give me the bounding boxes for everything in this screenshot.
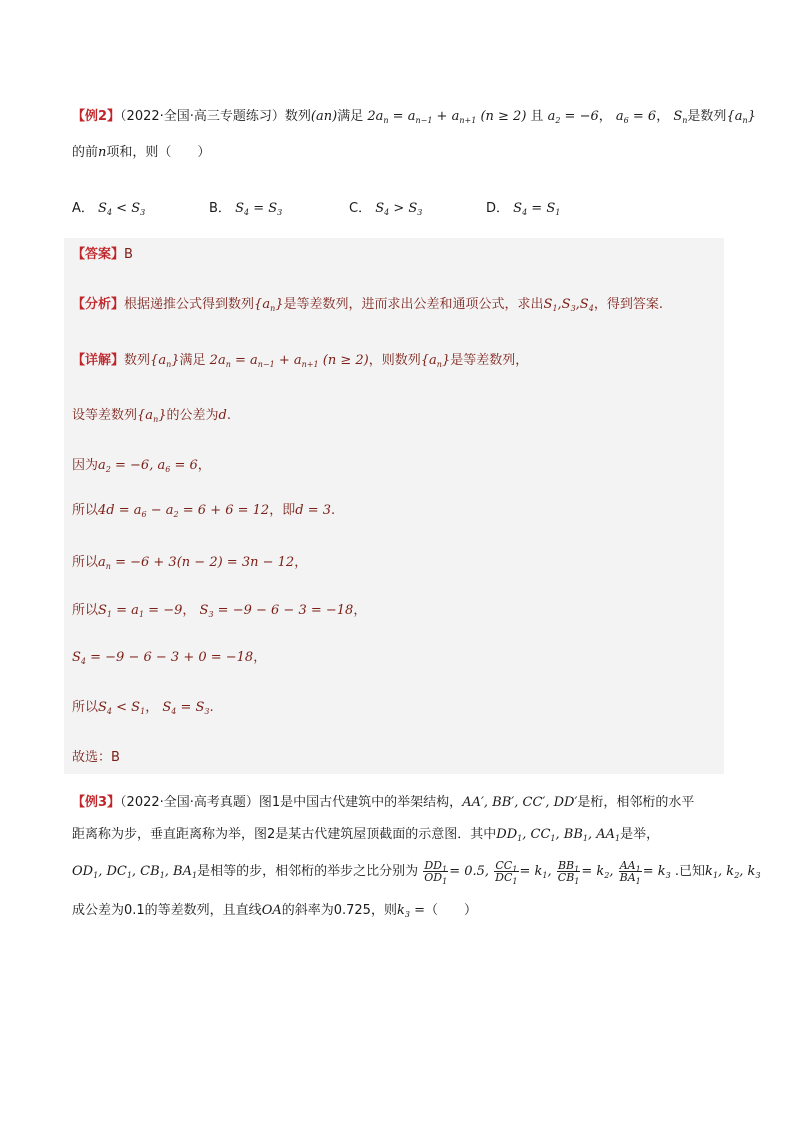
option-c[interactable]	[349, 197, 422, 216]
detail-text: ，	[294, 555, 308, 570]
step-list: $OD_1$, $DC_1$, $CB_1$, $BA_1$	[72, 864, 198, 880]
detail-line-9	[72, 751, 722, 764]
example3-text: 的斜率为0.725，则	[281, 903, 397, 918]
d-variable: d	[218, 408, 227, 423]
option-c-label: C．	[349, 201, 372, 216]
analysis-text: ，得到答案.	[593, 297, 663, 312]
recurrence-formula: $2a_n = a_{n-1} + a_{n+1}$ (n ≥ 2)	[367, 109, 527, 125]
n-variable: n	[98, 145, 107, 160]
example2-text: ，	[656, 109, 670, 124]
example3-text: 是举，	[620, 827, 660, 842]
sequence-set: $\{a_n\}$	[726, 109, 756, 125]
detail-text: .	[226, 408, 231, 423]
detail-line-5	[72, 556, 722, 569]
compare-1: $S_4 < S_1$	[98, 700, 146, 716]
analysis-text: 是等差数列，进而求出公差和通项公式，求出	[283, 297, 544, 312]
d-value: d = 3	[295, 503, 331, 518]
purlin-list: AA′, BB′, CC′, DD′	[462, 795, 578, 810]
option-d-label: D．	[486, 201, 510, 216]
example3-line3	[72, 859, 761, 886]
answer-tag: 【答案】	[72, 247, 125, 262]
example3-source: （2022·全国·高考真题）	[120, 795, 259, 810]
option-a[interactable]	[72, 197, 145, 216]
example3-text: 距离称为步，垂直距离称为举，图2是某古代建筑屋顶截面的示意图．其中	[72, 827, 497, 842]
detail-text: 所以	[72, 700, 99, 715]
example2-text: 数列	[284, 109, 311, 124]
detail-text: .	[331, 503, 336, 518]
k-list: $k_1$, $k_2$, $k_3$	[705, 864, 761, 880]
sequence-set: $\{a_n\}$	[150, 353, 180, 369]
example3-text: 成公差为0.1的等差数列，且直线	[72, 903, 262, 918]
detail-tag: 【详解】	[72, 353, 125, 368]
example3-text: （ ）	[424, 903, 477, 918]
analysis-line	[72, 298, 722, 311]
sequence-set: $\{a_n\}$	[137, 408, 167, 424]
compare-2: $S_4 = S_3$	[162, 700, 210, 716]
option-d-formula: $S_4 = S_1$	[513, 201, 561, 217]
example3-text: .已知	[674, 864, 706, 879]
detail-line-8	[72, 701, 722, 714]
detail-text: 是等差数列，	[450, 353, 529, 368]
k3-query: $k_3$ =	[396, 903, 425, 919]
example2-text: 满足	[337, 109, 364, 124]
final-choice: 故选：B	[72, 750, 120, 765]
example3-tag: 【例3】	[72, 795, 121, 810]
example3-line2	[72, 828, 722, 841]
example2-source: （2022·全国·高三专题练习）	[120, 109, 285, 124]
ratio-formulas: $\frac{DD_1}{OD_1}$ = 0.5, $\frac{CC_1}{DC_1}$ = $k_1$, $\frac{BB_1}{CB_1}$ = $k_2$, $\frac{AA_1}{BA_1}$ = $k_3$	[424, 859, 671, 886]
example3-text: 是相等的步，相邻桁的举步之比分别为	[197, 864, 419, 879]
detail-line-4	[72, 504, 722, 517]
example2-text: 的前	[72, 145, 99, 160]
detail-line-6	[72, 604, 722, 617]
option-a-formula: $S_4 < S_3$	[98, 201, 146, 217]
common-diff-eq: $4d = a_6 - a_2 = 6 + 6 = 12$	[98, 503, 270, 519]
detail-text: ，	[353, 603, 367, 618]
example2-tag: 【例2】	[72, 109, 121, 124]
sums-list: $S_1,S_3,S_4$	[543, 297, 594, 313]
option-b-formula: $S_4 = S_3$	[235, 201, 283, 217]
a6-condition: $a_6 = 6$	[615, 109, 657, 125]
given-values: $a_2 = -6$, $a_6 = 6$	[98, 458, 198, 474]
option-d[interactable]	[486, 197, 560, 216]
rise-list: $DD_1$, $CC_1$, $BB_1$, $AA_1$	[496, 827, 621, 843]
detail-line-7	[72, 651, 722, 664]
detail-text: ，则数列	[368, 353, 421, 368]
sn-symbol: $S_n$	[673, 109, 688, 125]
detail-text: ，即	[269, 503, 296, 518]
answer-line	[72, 248, 722, 261]
detail-line-1	[72, 354, 722, 367]
example3-line1	[72, 796, 722, 809]
options-row	[72, 197, 722, 215]
answer-value: B	[124, 247, 133, 262]
detail-text: 因为	[72, 458, 99, 473]
detail-text: 所以	[72, 603, 99, 618]
option-a-label: A．	[72, 201, 94, 216]
detail-text: 的公差为	[166, 408, 219, 423]
detail-text: ，	[253, 650, 267, 665]
detail-text: ，	[145, 700, 159, 715]
s1-value: $S_1 = a_1 = -9$	[98, 603, 183, 619]
analysis-text: 根据递推公式得到数列	[124, 297, 255, 312]
detail-text: .	[209, 700, 214, 715]
example2-line1	[72, 109, 756, 125]
option-c-formula: $S_4 > S_3$	[375, 201, 423, 217]
detail-text: 满足	[179, 353, 206, 368]
example2-text: ，	[598, 109, 612, 124]
detail-text: ，	[197, 458, 211, 473]
option-b[interactable]	[209, 197, 282, 216]
example3-text: 是桁，相邻桁的水平	[577, 795, 695, 810]
a2-condition: $a_2 = -6$	[547, 109, 599, 125]
analysis-tag: 【分析】	[72, 297, 125, 312]
sequence-set: $\{a_n\}$	[254, 297, 284, 313]
example2-line2	[72, 146, 722, 159]
sequence-set: $\{a_n\}$	[420, 353, 451, 369]
line-oa: OA	[261, 903, 282, 918]
recurrence-formula: $2a_n = a_{n-1} + a_{n+1}$ (n ≥ 2)	[209, 353, 369, 369]
option-b-label: B．	[209, 201, 231, 216]
s3-value: $S_3 = -9 - 6 - 3 = -18$	[199, 603, 354, 619]
general-term: $a_n = -6 + 3(n - 2) = 3n - 12$	[98, 555, 295, 571]
example3-line4	[72, 904, 722, 917]
detail-text: ，	[182, 603, 196, 618]
detail-line-2	[72, 409, 722, 422]
example3-text: 图1是中国古代建筑中的举架结构，	[258, 795, 463, 810]
s4-value: $S_4 = -9 - 6 - 3 + 0 = -18$	[72, 650, 254, 666]
example2-text: 项和，则（ ）	[106, 145, 211, 160]
detail-text: 所以	[72, 503, 99, 518]
detail-text: 所以	[72, 555, 99, 570]
sequence-name: (an)	[310, 109, 338, 124]
example2-text: 是数列	[687, 109, 727, 124]
detail-text: 设等差数列	[72, 408, 138, 423]
detail-text: 数列	[124, 353, 151, 368]
detail-line-3	[72, 459, 722, 472]
example2-text: 且	[530, 109, 544, 124]
